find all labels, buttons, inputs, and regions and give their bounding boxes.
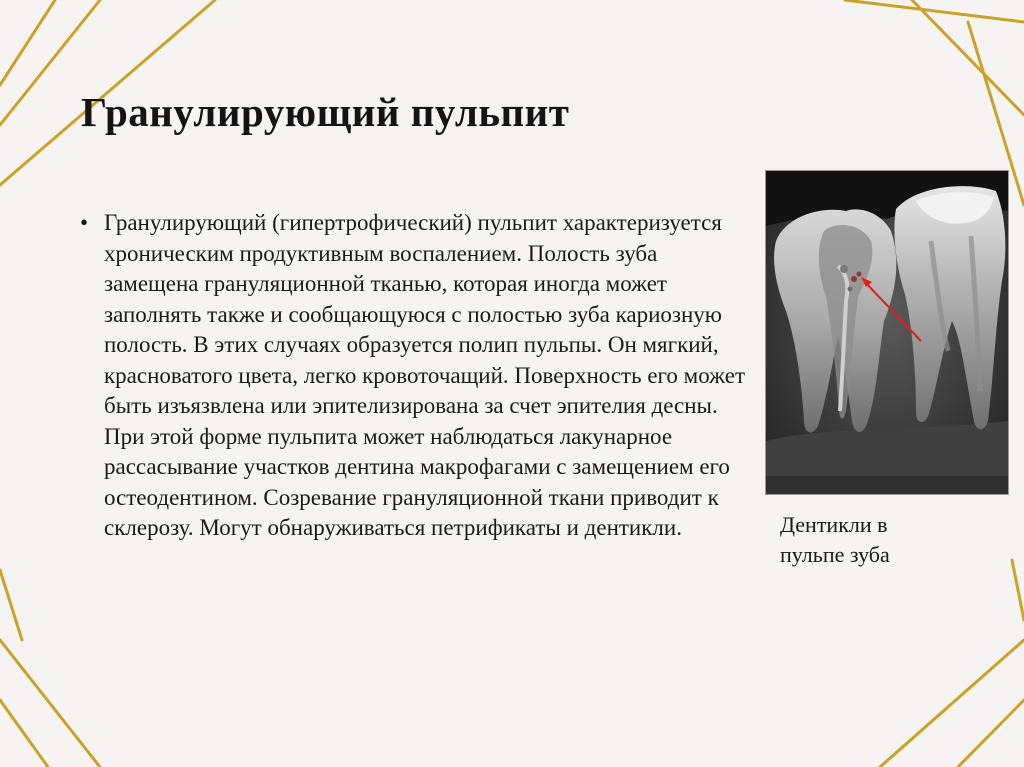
bullet-dot: • [80,210,89,235]
dental-xray-image [765,170,1009,495]
bullet-text: Гранулирующий (гипертрофический) пульпит характеризуется хроническим продуктивным воспалением. Полость зуба замещена грануляционной тканью, которая иногда может заполнять также и сообщающуюся с полостью зуба кариозную полость. В этих случаях образуется полип пульпы. Он мягкий, красноватого цвета, легко кровоточащий. Поверхность его может быть изъязвлена или эпителизирована за счет эпителия десны. При этой форме пульпита может наблюдаться лакунарное рассасывание участков дентина макрофагами с замещением его остеодентином. Созревание грануляционной ткани приводит к склерозу. Могут обнаруживаться петрификаты и дентикли. [104,210,745,540]
bullet-list [72,208,745,544]
slide-title: Гранулирующий пульпит [81,89,570,135]
image-caption: Дентикли в пульпе зуба [780,512,890,567]
bullet-item [72,208,745,544]
